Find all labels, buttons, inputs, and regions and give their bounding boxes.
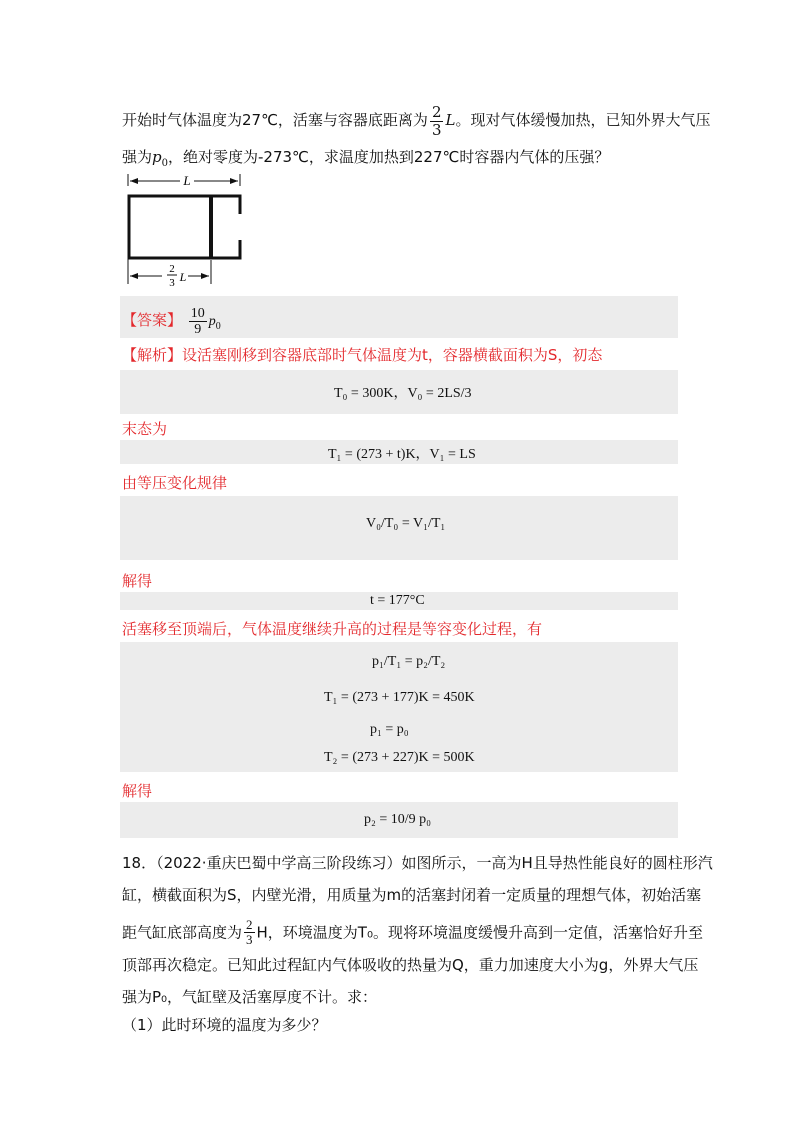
eq9: p₂ = 10/9 p₀: [364, 812, 432, 827]
label-isochoric: 活塞移至顶端后，气体温度继续升高的过程是等容变化过程，有: [122, 620, 543, 638]
label-final-state: 末态为: [122, 420, 168, 438]
label-solve-2: 解得: [122, 782, 153, 800]
eq5: p₁/T₁ = p₂/T₂: [372, 654, 446, 669]
problem18-line5: 强为P₀，气缸壁及活塞厚度不计。求：: [122, 988, 378, 1006]
eq2: T₁ = (273 + t)K，V₁ = LS: [328, 447, 476, 462]
eq4: t = 177°C: [370, 593, 425, 608]
diagram-top-label: L: [183, 174, 191, 188]
container-piston-diagram: [122, 174, 262, 294]
problem18-line1: 18．（2022·重庆巴蜀中学高三阶段练习）如图所示，一高为H且导热性能良好的圆柱形汽: [122, 854, 713, 872]
eq1: T₀ = 300K，V₀ = 2LS/3: [334, 386, 472, 401]
answer-line: 【答案】 $\frac{10}{9}$ $p_0$: [122, 306, 221, 338]
eq3: V₀/T₀ = V₁/T₁: [366, 516, 446, 531]
svg-text:L: L: [179, 270, 187, 284]
eq7: p₁ = p₀: [370, 722, 409, 737]
svg-text:2: 2: [169, 263, 175, 275]
svg-text:3: 3: [169, 277, 175, 289]
problem18-line4: 顶部再次稳定。已知此过程缸内气体吸收的热量为Q，重力加速度大小为g，外界大气压: [122, 956, 699, 974]
problem17-line1: 开始时气体温度为27℃，活塞与容器底距离为 $\frac{2}{3}$ L。现对气体缓慢加热，已知外界大气压: [122, 103, 711, 139]
analysis-label: 【解析】: [122, 346, 183, 364]
analysis-line: 【解析】设活塞刚移到容器底部时气体温度为t，容器横截面积为S，初态: [122, 346, 603, 364]
two-thirds-fraction: $\frac{2}{3}$: [431, 103, 442, 139]
problem18-line2: 缸，横截面积为S，内壁光滑，用质量为m的活塞封闭着一定质量的理想气体，初始活塞: [122, 886, 702, 904]
eq6: T₁ = (273 + 177)K = 450K: [324, 690, 475, 705]
label-solve-1: 解得: [122, 572, 153, 590]
eq8: T₂ = (273 + 227)K = 500K: [324, 750, 475, 765]
label-isobaric-law: 由等压变化规律: [122, 474, 228, 492]
answer-label: 【答案】: [122, 311, 183, 330]
problem18-line3: 距气缸底部高度为 $\frac{2}{3}$ H，环境温度为T₀。现将环境温度缓慢升高到一定值，活塞恰好升至: [122, 917, 703, 948]
problem17-line2: 强为$p_0$，绝对零度为-273℃，求温度加热到227℃时容器内气体的压强？: [122, 148, 610, 169]
problem18-question1: （1）此时环境的温度为多少？: [122, 1016, 327, 1034]
